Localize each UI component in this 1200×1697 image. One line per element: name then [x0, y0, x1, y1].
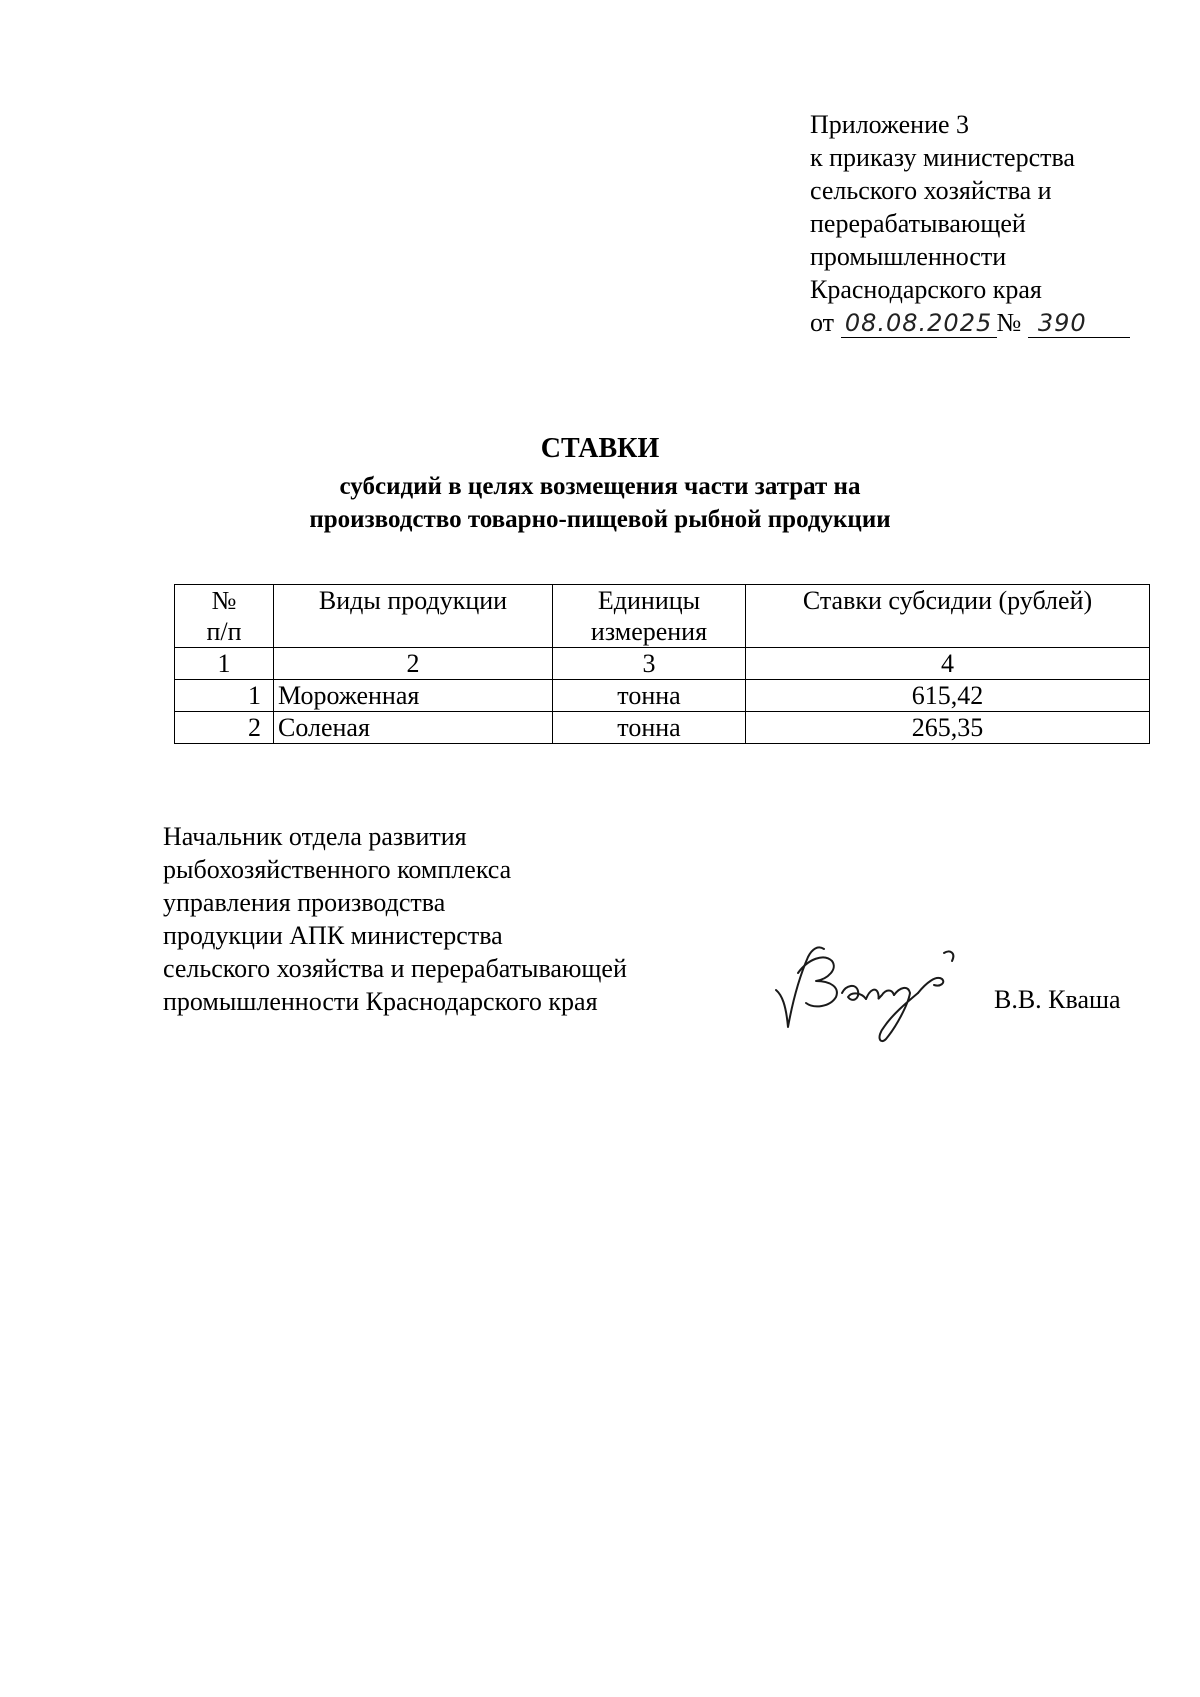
subsidy-rates-table	[174, 584, 1150, 744]
header-num-line-2: п/п	[206, 617, 242, 646]
document-title: СТАВКИ	[540, 433, 660, 464]
column-number: 1	[175, 648, 274, 680]
column-number: 4	[746, 648, 1150, 680]
subtitle-line-2: производство товарно-пищевой рыбной продукции	[309, 506, 891, 533]
header-product-type: Виды продукции	[274, 585, 553, 648]
header-rate: Ставки субсидии (рублей)	[746, 585, 1150, 648]
row-rate: 265,35	[746, 712, 1150, 744]
appendix-line: Краснодарского края	[810, 275, 1042, 304]
signatory-line: промышленности Краснодарского края	[163, 987, 598, 1016]
appendix-line: сельского хозяйства и	[810, 176, 1052, 205]
header-unit-line-2: измерения	[590, 617, 708, 646]
appendix-header	[810, 108, 1150, 339]
row-unit: тонна	[553, 712, 746, 744]
header-unit-line-1: Единицы	[597, 586, 701, 615]
row-product-type: Соленая	[274, 712, 553, 744]
document-subtitle	[0, 470, 1200, 536]
signatory-position	[163, 820, 627, 1018]
subtitle-line-1: субсидий в целях возмещения части затрат на	[339, 473, 861, 500]
appendix-line: к приказу министерства	[810, 143, 1075, 172]
signatory-line: управления производства	[163, 888, 446, 917]
appendix-line: Приложение 3	[810, 110, 970, 139]
signer-name: В.В. Кваша	[994, 985, 1121, 1014]
appendix-line: перерабатывающей	[810, 209, 1026, 238]
signatory-line: рыбохозяйственного комплекса	[163, 855, 512, 884]
row-num: 2	[175, 712, 274, 744]
signatory-line: продукции АПК министерства	[163, 921, 503, 950]
header-num-line-1: №	[211, 586, 237, 615]
table-row	[175, 680, 1150, 712]
handwritten-signature	[768, 935, 968, 1045]
column-number: 2	[274, 648, 553, 680]
handwritten-number: 390	[1028, 309, 1130, 338]
order-date-number-line	[810, 306, 1150, 339]
signatory-line: сельского хозяйства и перерабатывающей	[163, 954, 627, 983]
column-number: 3	[553, 648, 746, 680]
from-label: от	[810, 308, 835, 337]
column-number-row	[175, 648, 1150, 680]
header-unit	[553, 585, 746, 648]
header-num	[175, 585, 274, 648]
table-header-row	[175, 585, 1150, 648]
row-unit: тонна	[553, 680, 746, 712]
number-label: №	[996, 308, 1022, 337]
row-num: 1	[175, 680, 274, 712]
table-row	[175, 712, 1150, 744]
signatory-line: Начальник отдела развития	[163, 822, 467, 851]
appendix-line: промышленности	[810, 242, 1007, 271]
row-product-type: Мороженная	[274, 680, 553, 712]
row-rate: 615,42	[746, 680, 1150, 712]
handwritten-date: 08.08.2025	[841, 309, 997, 338]
